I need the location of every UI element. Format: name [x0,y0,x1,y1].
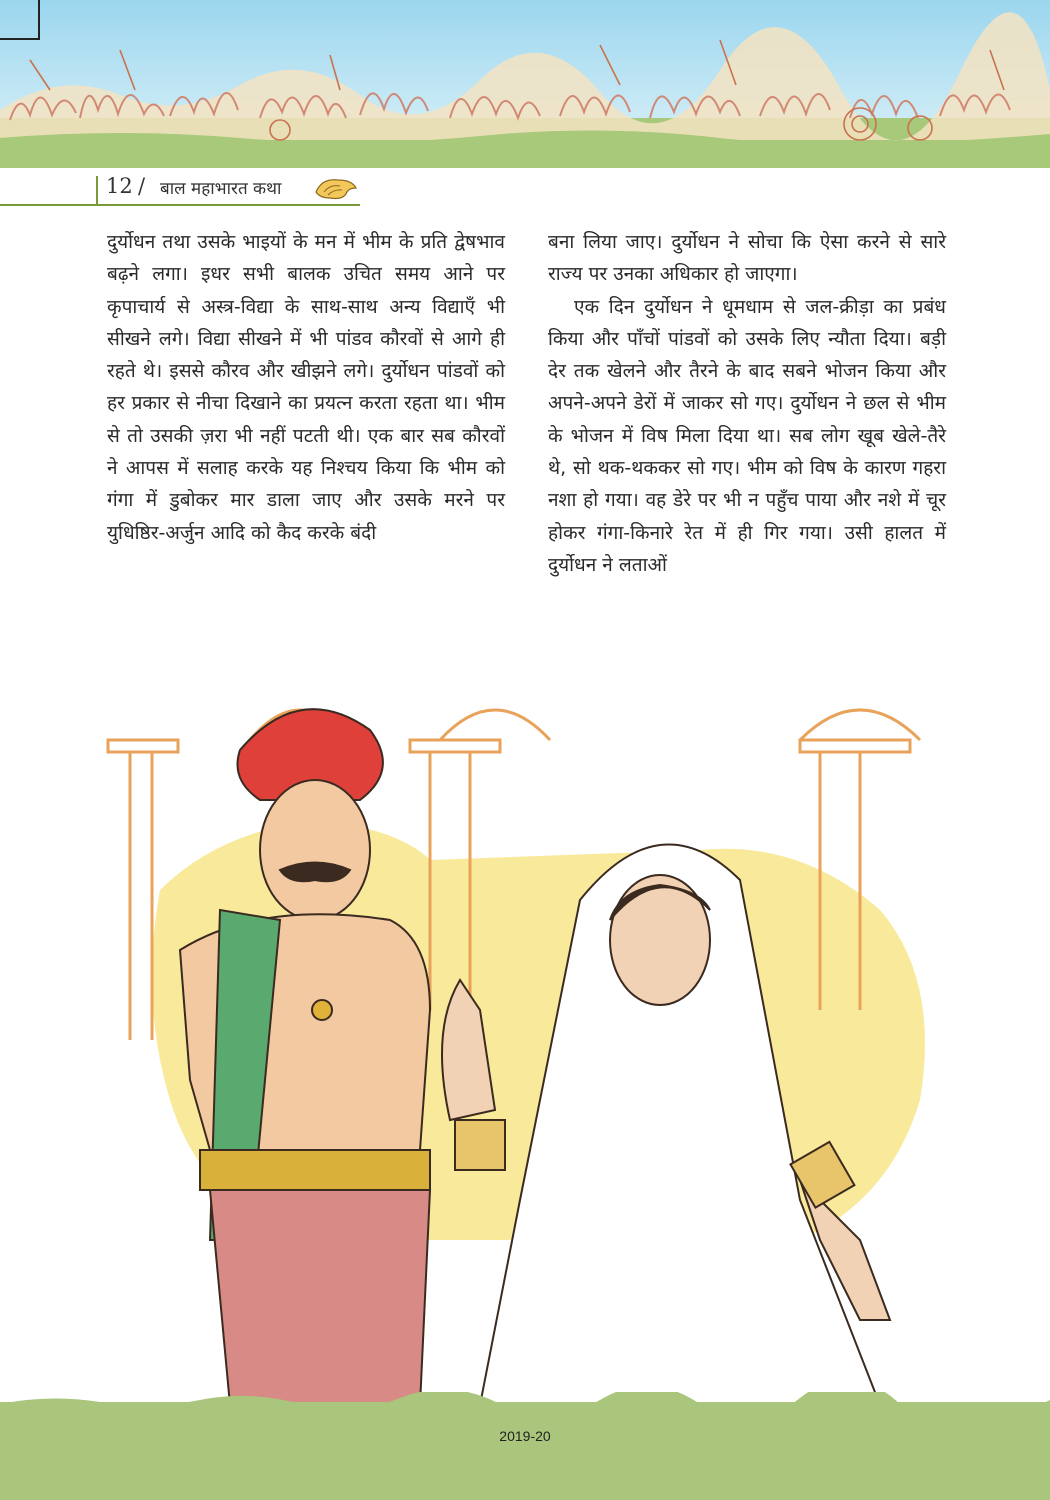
man-figure [180,709,430,1405]
page-number: 12 [106,174,133,198]
crop-mark-top-vertical [38,0,40,40]
header-tick [96,176,98,206]
top-banner [0,0,1050,168]
running-header [0,174,1050,208]
header-separator: / [138,174,146,198]
crop-mark-top-horizontal [0,38,40,40]
text-column-left [107,226,505,549]
paragraph-left-1: दुर्योधन तथा उसके भाइयों के मन में भीम के प्रति द्वेषभाव बढ़ने लगा। इधर सभी बालक उचित समय आने पर कृपाचार्य से अस्त्र-विद्या के साथ-साथ अन्य विद्याएँ भी सीखने लगे। विद्या सीखने में भी पांडव कौरवों से आगे ही रहते थे। इससे कौरव और खीझने लगे। दुर्योधन पांडवों को हर प्रकार से नीचा दिखाने का प्रयत्न करता रहता था। भीम से तो उसकी ज़रा भी नहीं पटती थी। एक बार सब कौरवों ने आपस में सलाह करके यह निश्चय किया कि भीम को गंगा में डुबोकर मार डाला जाए और उसके मरने पर युधिष्ठिर-अर्जुन आदि को कैद करके बंदी [107,231,505,544]
footer-year: 2019-20 [499,1428,551,1444]
conch-shell-icon [312,174,360,208]
man-and-woman-illustration [100,680,980,1405]
text-column-right [548,226,946,581]
footer-wave [0,1392,1050,1412]
story-illustration [100,680,980,1405]
footer-band [0,1402,1050,1500]
battle-frieze-illustration [0,0,1050,168]
paragraph-right-1: बना लिया जाए। दुर्योधन ने सोचा कि ऐसा करने से सारे राज्य पर उनका अधिकार हो जाएगा। [548,231,946,286]
header-rule [0,204,360,206]
paragraph-right-2: एक दिन दुर्योधन ने धूमधाम से जल-क्रीड़ा का प्रबंध किया और पाँचों पांडवों को उसके लिए न्यौता दिया। बड़ी देर तक खेलने और तैरने के बाद सबने भोजन किया और अपने-अपने डेरों में जाकर सो गए। दुर्योधन ने छल से भीम के भोजन में विष मिला दिया था। सब लोग खूब खेले-तैरे थे, सो थक-थककर सो गए। भीम को विष के कारण गहरा नशा हो गया। वह डेरे पर भी न पहुँच पाया और नशे में चूर होकर गंगा-किनारे रेत में ही गिर गया। उसी हालत में दुर्योधन ने लताओं [548,295,946,576]
book-title: बाल महाभारत कथा [160,179,282,199]
